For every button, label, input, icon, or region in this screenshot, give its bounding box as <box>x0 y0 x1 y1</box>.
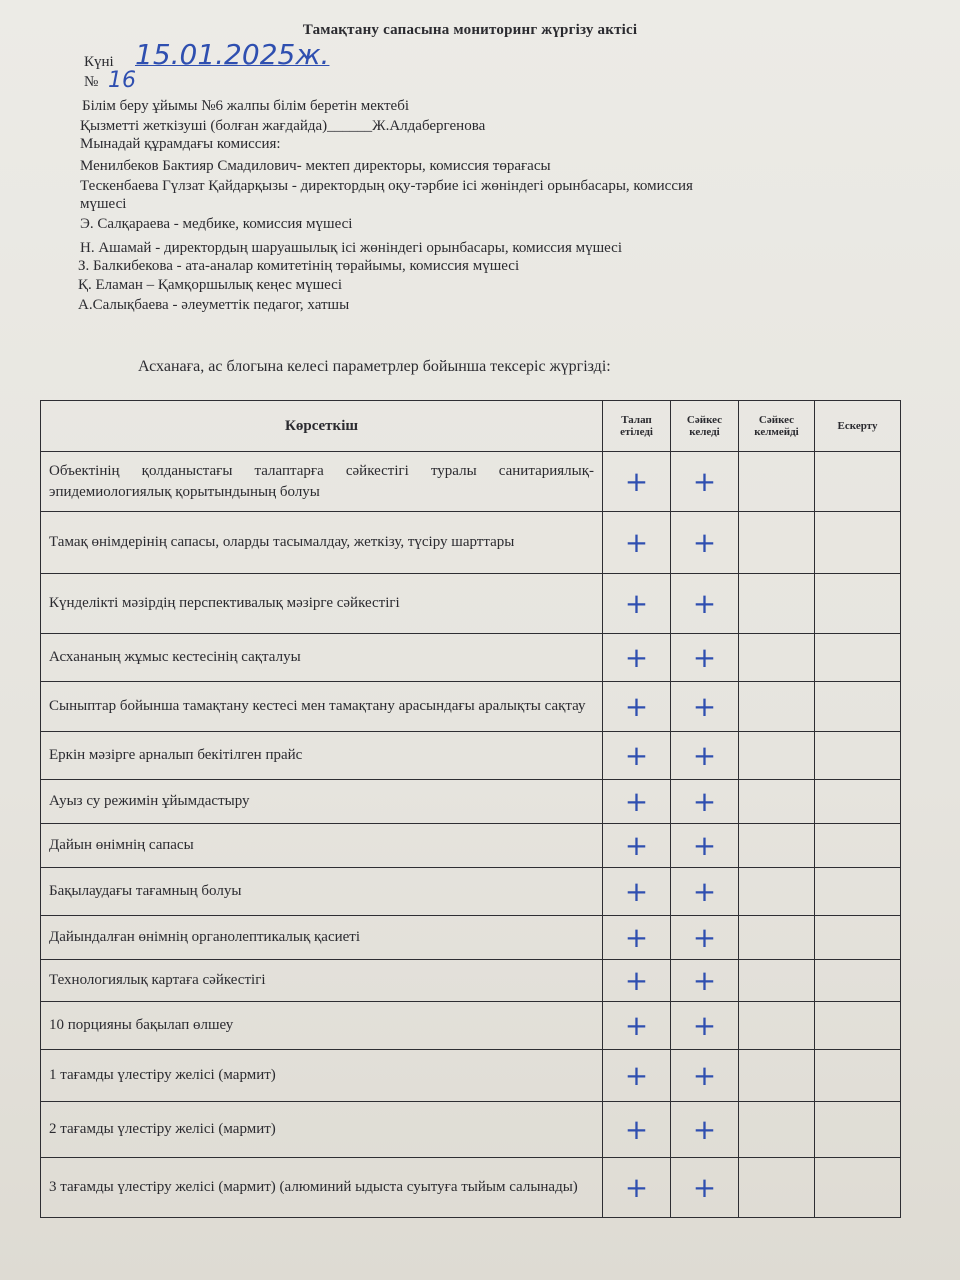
member-line: Э. Салқараева - медбике, комиссия мүшесі <box>80 216 353 232</box>
table-row <box>41 824 901 868</box>
commission-heading: Мынадай құрамдағы комиссия: <box>80 136 281 152</box>
compliant-mark: + <box>671 1158 739 1218</box>
noncompliant-cell <box>739 1158 815 1218</box>
header-noncompliant: Сәйкес келмейді <box>739 401 815 452</box>
row-indicator-label: Тамақ өнімдерінің сапасы, оларды тасымалдау, жеткізу, түсіру шарттары <box>41 512 603 574</box>
required-mark: + <box>603 868 671 916</box>
note-cell <box>815 824 901 868</box>
inspection-table <box>40 400 901 1218</box>
noncompliant-cell <box>739 868 815 916</box>
required-mark: + <box>603 452 671 512</box>
noncompliant-cell <box>739 634 815 682</box>
note-cell <box>815 634 901 682</box>
organization: Білім беру ұйымы №6 жалпы білім беретін мектебі <box>82 98 409 114</box>
noncompliant-cell <box>739 916 815 960</box>
supplier: Қызметті жеткізуші (болған жағдайда)______Ж.Алдабергенова <box>80 118 486 134</box>
note-cell <box>815 1102 901 1158</box>
row-indicator-label: 3 тағамды үлестіру желісі (мармит) (алюминий ыдыста суытуға тыйым салынады) <box>41 1158 603 1218</box>
member-line: З. Балкибекова - ата-аналар комитетінің төрайымы, комиссия мүшесі <box>78 258 520 274</box>
compliant-mark: + <box>671 574 739 634</box>
header-required: Талап етіледі <box>603 401 671 452</box>
table-row <box>41 1050 901 1102</box>
table-row <box>41 634 901 682</box>
row-indicator-label: Еркін мәзірге арналып бекітілген прайс <box>41 732 603 780</box>
number-label: № <box>84 74 99 90</box>
row-indicator-label: 10 порцияны бақылап өлшеу <box>41 1002 603 1050</box>
table-header-row <box>41 401 901 452</box>
compliant-mark: + <box>671 1002 739 1050</box>
member-line: мүшесі <box>80 196 127 212</box>
noncompliant-cell <box>739 780 815 824</box>
row-indicator-label: 1 тағамды үлестіру желісі (мармит) <box>41 1050 603 1102</box>
member-line: Қ. Еламан – Қамқоршылық кеңес мүшесі <box>78 277 342 293</box>
member-line: Н. Ашамай - директордың шаруашылық ісі жөніндегі орынбасары, комиссия мүшесі <box>80 240 623 256</box>
document-title: Тамақтану сапасына мониторинг жүргізу актісі <box>302 22 638 38</box>
header-indicator: Көрсеткіш <box>41 401 603 452</box>
noncompliant-cell <box>739 732 815 780</box>
note-cell <box>815 780 901 824</box>
table-row <box>41 732 901 780</box>
row-indicator-label: Объектінің қолданыстағы талаптарға сәйкестігі туралы санитариялық-эпидемиологиялық қорытындының болуы <box>41 452 603 512</box>
header-compliant: Сәйкес келеді <box>671 401 739 452</box>
row-indicator-label: Бақылаудағы тағамның болуы <box>41 868 603 916</box>
number-value: 16 <box>108 68 136 93</box>
noncompliant-cell <box>739 682 815 732</box>
compliant-mark: + <box>671 682 739 732</box>
row-indicator-label: Дайын өнімнің сапасы <box>41 824 603 868</box>
table-row <box>41 916 901 960</box>
table-row <box>41 780 901 824</box>
compliant-mark: + <box>671 634 739 682</box>
row-indicator-label: Дайындалған өнімнің органолептикалық қасиеті <box>41 916 603 960</box>
row-indicator-label: Технологиялық картаға сәйкестігі <box>41 960 603 1002</box>
table-row <box>41 574 901 634</box>
member-line: Тескенбаева Гүлзат Қайдарқызы - директордың оқу-тәрбие ісі жөніндегі орынбасары, комиссия <box>80 178 693 194</box>
header-note: Ескерту <box>815 401 901 452</box>
row-indicator-label: Асхананың жұмыс кестесінің сақталуы <box>41 634 603 682</box>
table-row <box>41 1002 901 1050</box>
noncompliant-cell <box>739 1050 815 1102</box>
row-indicator-label: Сыныптар бойынша тамақтану кестесі мен тамақтану арасындағы аралықты сақтау <box>41 682 603 732</box>
compliant-mark: + <box>671 1050 739 1102</box>
note-cell <box>815 916 901 960</box>
required-mark: + <box>603 1002 671 1050</box>
note-cell <box>815 574 901 634</box>
table-row <box>41 512 901 574</box>
noncompliant-cell <box>739 452 815 512</box>
note-cell <box>815 682 901 732</box>
note-cell <box>815 512 901 574</box>
table-row <box>41 452 901 512</box>
compliant-mark: + <box>671 452 739 512</box>
member-line: Менилбеков Бактияр Смадилович- мектеп директоры, комиссия төрағасы <box>80 158 551 174</box>
note-cell <box>815 960 901 1002</box>
noncompliant-cell <box>739 960 815 1002</box>
compliant-mark: + <box>671 732 739 780</box>
row-indicator-label: Ауыз су режимін ұйымдастыру <box>41 780 603 824</box>
note-cell <box>815 1158 901 1218</box>
required-mark: + <box>603 732 671 780</box>
required-mark: + <box>603 682 671 732</box>
required-mark: + <box>603 824 671 868</box>
compliant-mark: + <box>671 780 739 824</box>
compliant-mark: + <box>671 960 739 1002</box>
noncompliant-cell <box>739 824 815 868</box>
noncompliant-cell <box>739 574 815 634</box>
required-mark: + <box>603 1158 671 1218</box>
row-indicator-label: 2 тағамды үлестіру желісі (мармит) <box>41 1102 603 1158</box>
note-cell <box>815 1002 901 1050</box>
table-row <box>41 868 901 916</box>
required-mark: + <box>603 1102 671 1158</box>
date-label: Күні <box>84 54 114 70</box>
note-cell <box>815 452 901 512</box>
date-value: 15.01.2025ж. <box>135 38 330 71</box>
noncompliant-cell <box>739 512 815 574</box>
required-mark: + <box>603 916 671 960</box>
compliant-mark: + <box>671 824 739 868</box>
table-row <box>41 1158 901 1218</box>
compliant-mark: + <box>671 1102 739 1158</box>
required-mark: + <box>603 960 671 1002</box>
note-cell <box>815 1050 901 1102</box>
table-row <box>41 1102 901 1158</box>
required-mark: + <box>603 1050 671 1102</box>
member-line: А.Салықбаева - әлеуметтік педагог, хатшы <box>78 297 350 313</box>
inspection-intro: Асханаға, ас блогына келесі параметрлер бойынша тексеріс жүргізді: <box>138 358 611 375</box>
required-mark: + <box>603 634 671 682</box>
compliant-mark: + <box>671 916 739 960</box>
required-mark: + <box>603 780 671 824</box>
compliant-mark: + <box>671 868 739 916</box>
row-indicator-label: Күнделікті мәзірдің перспективалық мәзірге сәйкестігі <box>41 574 603 634</box>
note-cell <box>815 732 901 780</box>
table-row <box>41 960 901 1002</box>
table-row <box>41 682 901 732</box>
required-mark: + <box>603 512 671 574</box>
noncompliant-cell <box>739 1002 815 1050</box>
noncompliant-cell <box>739 1102 815 1158</box>
required-mark: + <box>603 574 671 634</box>
note-cell <box>815 868 901 916</box>
compliant-mark: + <box>671 512 739 574</box>
